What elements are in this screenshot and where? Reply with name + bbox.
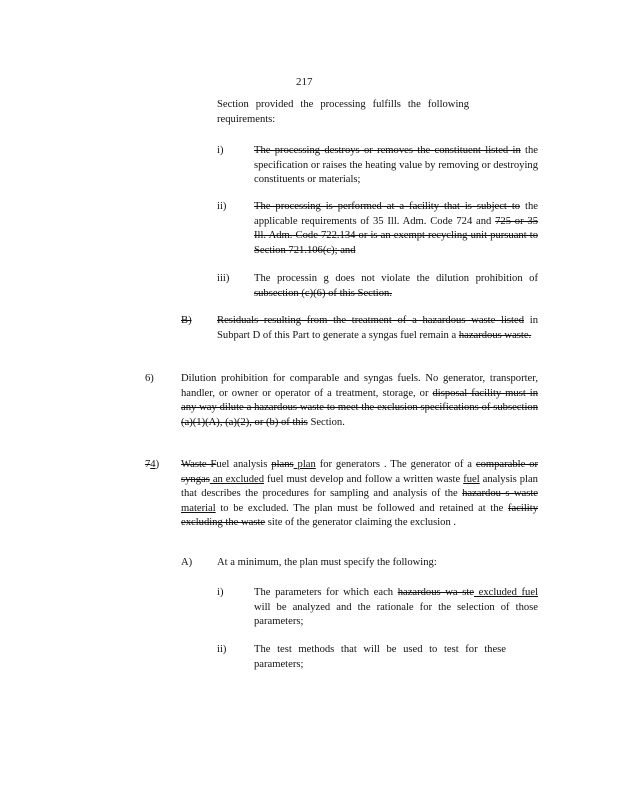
item-6-label: 6) [145,373,154,384]
item-a-ii-text [254,643,506,672]
item-iii-text [254,272,538,301]
item-4-label-paren: ) [155,459,160,470]
item-a-i-p2: hazardous wa ste [397,587,475,598]
item-ii-text [254,200,538,258]
item-a-label: A) [181,557,193,568]
item-4-p4: plan [293,459,316,470]
item-6-end: Section. [310,416,345,428]
item-iii-main: The processin g does not violate the dilution prohibition of [254,273,538,284]
item-4-p3: plans [271,459,294,470]
item-iii-label: iii) [217,273,230,284]
item-4-p8: fuel must develop and follow a written waste [264,473,461,485]
item-4-p6: comparable or syngas [181,459,539,485]
item-4-label-struck: 7 [145,459,151,470]
item-a-ii-label: ii) [217,644,227,655]
item-a-ii-main: The test methods that will be used to test for these parameters; [254,644,506,670]
item-iii-struck: subsection (c)(6) of this Section. [254,287,392,299]
item-4-label [145,458,159,473]
item-6-struck: disposal facility must in any way dilute a hazardous waste to meet the exclusion specifications of subsection (a)(1)(A), (a)(2), or (b) of this [181,387,539,428]
item-4-p13: to be excluded. The plan must be followed and retained at the [215,502,504,514]
item-a-i-label: i) [217,587,224,598]
item-4-p7: an excluded [209,473,265,485]
item-a-i-p3: excluded fuel [474,587,538,598]
item-i-text [254,144,538,188]
intro-text: Section provided the processing fulfills the following requirements: [217,99,469,125]
item-4-label-under: 4 [150,459,156,470]
item-6-text [181,372,538,430]
item-b-struck1: Residuals resulting from the treatment of a hazardous waste listed [217,315,524,326]
item-4-text [181,458,538,531]
item-ii-label: ii) [217,201,227,212]
intro-paragraph [217,98,469,127]
item-4-p11: hazardou s waste [462,488,538,500]
item-a-i-text [254,586,538,630]
item-6-main: Dilution prohibition for comparable and syngas fuels. No generator, transporter, handler, or owner or operator of a treatment, storage, or [181,373,538,399]
item-4-p9: fuel [463,473,480,485]
item-4-p10: analysis plan that describes the procedures for sampling and analysis of the [181,473,538,500]
item-a-main: At a minimum, the plan must specify the following: [217,557,437,568]
item-b-text [217,314,538,343]
item-4-p2: uel analysis [216,459,268,470]
item-b-struck2: hazardous waste. [458,329,532,341]
item-4-p1: Waste F [181,459,217,470]
item-a-i-p4: will be analyzed and the rationale for the selection of those parameters; [254,601,538,628]
item-4-p15: site of the generator claiming the exclusion . [265,517,457,529]
item-ii-struck2: 725 or 35 Ill. Adm. Code 722.134 or is an exempt recycling unit pursuant to Section 721.106(c); and [254,215,538,256]
item-ii-mid: the applicable requirements of 35 Ill. Adm. Code 724 and [254,201,538,227]
item-4-p5: for generators . The generator of a [315,459,472,470]
item-a-i-p1: The parameters for which each [254,587,394,598]
item-4-p12: material [181,502,216,514]
item-4-p14: facility excluding the waste [181,502,538,529]
item-a-text [217,556,538,571]
item-i-label: i) [217,145,224,156]
item-b-mid: in Subpart D of this Part to generate a syngas fuel remain a [217,315,538,341]
item-ii-struck1: The processing is performed at a facility that is subject to [254,201,521,212]
item-b-label: B) [181,315,192,326]
item-i-rest: the specification or raises the heating value by removing or destroying constituents or materials; [254,145,538,186]
item-i-struck: The processing destroys or removes the constituent listed in [254,145,521,156]
page-number: 217 [296,76,313,88]
